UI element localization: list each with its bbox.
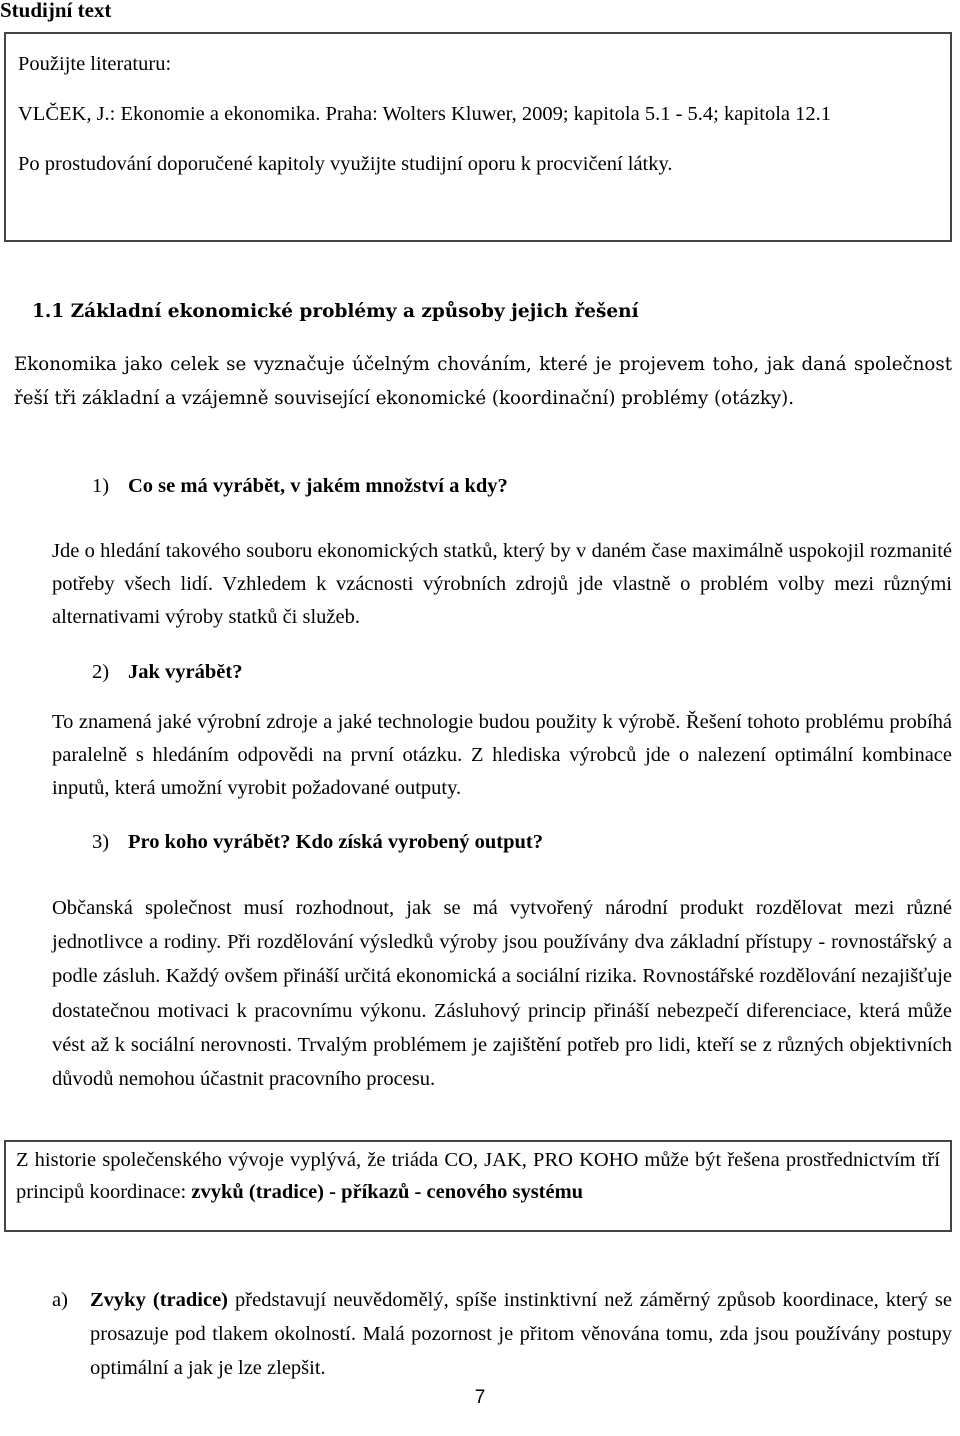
coordination-note-text: Z historie společenského vývoje vyplývá, že triáda CO, JAK, PRO KOHO může být řešena prostřednictvím tří principů koordinace: zvyků (tradice) - příkazů - cenového systému bbox=[16, 1149, 940, 1203]
section-intro: Ekonomika jako celek se vyznačuje účelným chováním, které je projevem toho, jak daná společnost řeší tři základní a vzájemně související ekonomické (koordinační) problémy (otázky). bbox=[14, 354, 952, 409]
question-2-text: To znamená jaké výrobní zdroje a jaké technologie budou použity k výrobě. Řešení tohoto problému probíhá paralelně s hledáním odpovědi na první otázku. Z hlediska výrobců jde o nalezení optimální kombinace inputů, která umožní vyrobit požadované outputy. bbox=[52, 711, 952, 799]
question-1-number: 1) bbox=[92, 475, 110, 497]
literature-reference: VLČEK, J.: Ekonomie a ekonomika. Praha: Wolters Kluwer, 2009; kapitola 5.1 - 5.4; kapitola 12.1 bbox=[18, 103, 832, 125]
question-1-text: Jde o hledání takového souboru ekonomických statků, který by v daném čase maximálně uspokojil rozmanité potřeby všech lidí. Vzhledem k vzácnosti výrobních zdrojů jde vlastně o problém volby mezi různými alternativami výroby statků či služeb. bbox=[52, 540, 952, 628]
coordination-note-box bbox=[4, 1140, 952, 1232]
question-2-title bbox=[92, 656, 242, 688]
list-item-a-text: Zvyky (tradice) představují neuvědomělý, spíše instinktivní než záměrný způsob koordinace, který se prosazuje pod tlakem okolností. Malá pozornost je přitom věnována tomu, zda jsou používány postupy optimální a jak je lze zlepšit. bbox=[90, 1289, 952, 1379]
list-item-a-label: a) bbox=[52, 1289, 68, 1311]
question-1-heading: Co se má vyrábět, v jakém množství a kdy? bbox=[128, 475, 508, 497]
question-3-heading: Pro koho vyrábět? Kdo získá vyrobený output? bbox=[128, 831, 543, 853]
literature-intro: Použijte literaturu: bbox=[18, 53, 172, 75]
page-number: 7 bbox=[474, 1387, 486, 1408]
list-item-a-term: Zvyky (tradice) bbox=[90, 1289, 228, 1311]
question-2-number: 2) bbox=[92, 661, 110, 683]
question-1-title bbox=[92, 470, 508, 502]
question-3-title bbox=[92, 826, 543, 858]
literature-instruction: Po prostudování doporučené kapitoly využijte studijní oporu k procvičení látky. bbox=[18, 153, 673, 175]
question-3-number: 3) bbox=[92, 831, 110, 853]
question-2-heading: Jak vyrábět? bbox=[128, 661, 243, 683]
coordination-note-emphasis: zvyků (tradice) - příkazů - cenového systému bbox=[191, 1181, 584, 1203]
list-item-a bbox=[52, 1283, 952, 1385]
section-header-title: Studijní text bbox=[0, 0, 112, 22]
question-3-text: Občanská společnost musí rozhodnout, jak se má vytvořený národní produkt rozdělovat mezi různé jednotlivce a rodiny. Při rozdělování výsledků výroby jsou používány dva základní přístupy - rovnostářský a podle zásluh. Každý ovšem přináší určitá ekonomická a sociální rizika. Rovnostářské rozdělování nezajišťuje dostatečnou motivaci k pracovnímu výkonu. Zásluhový princip přináší nebezpečí diferenciace, která může vést až k sociální nerovnosti. Trvalým problémem je zajištění potřeb pro lidi, kteří se z různých objektivních důvodů nemohou účastnit pracovního procesu. bbox=[52, 897, 952, 1091]
literature-box bbox=[4, 32, 952, 242]
section-title: 1.1 Základní ekonomické problémy a způsoby jejich řešení bbox=[32, 301, 639, 322]
